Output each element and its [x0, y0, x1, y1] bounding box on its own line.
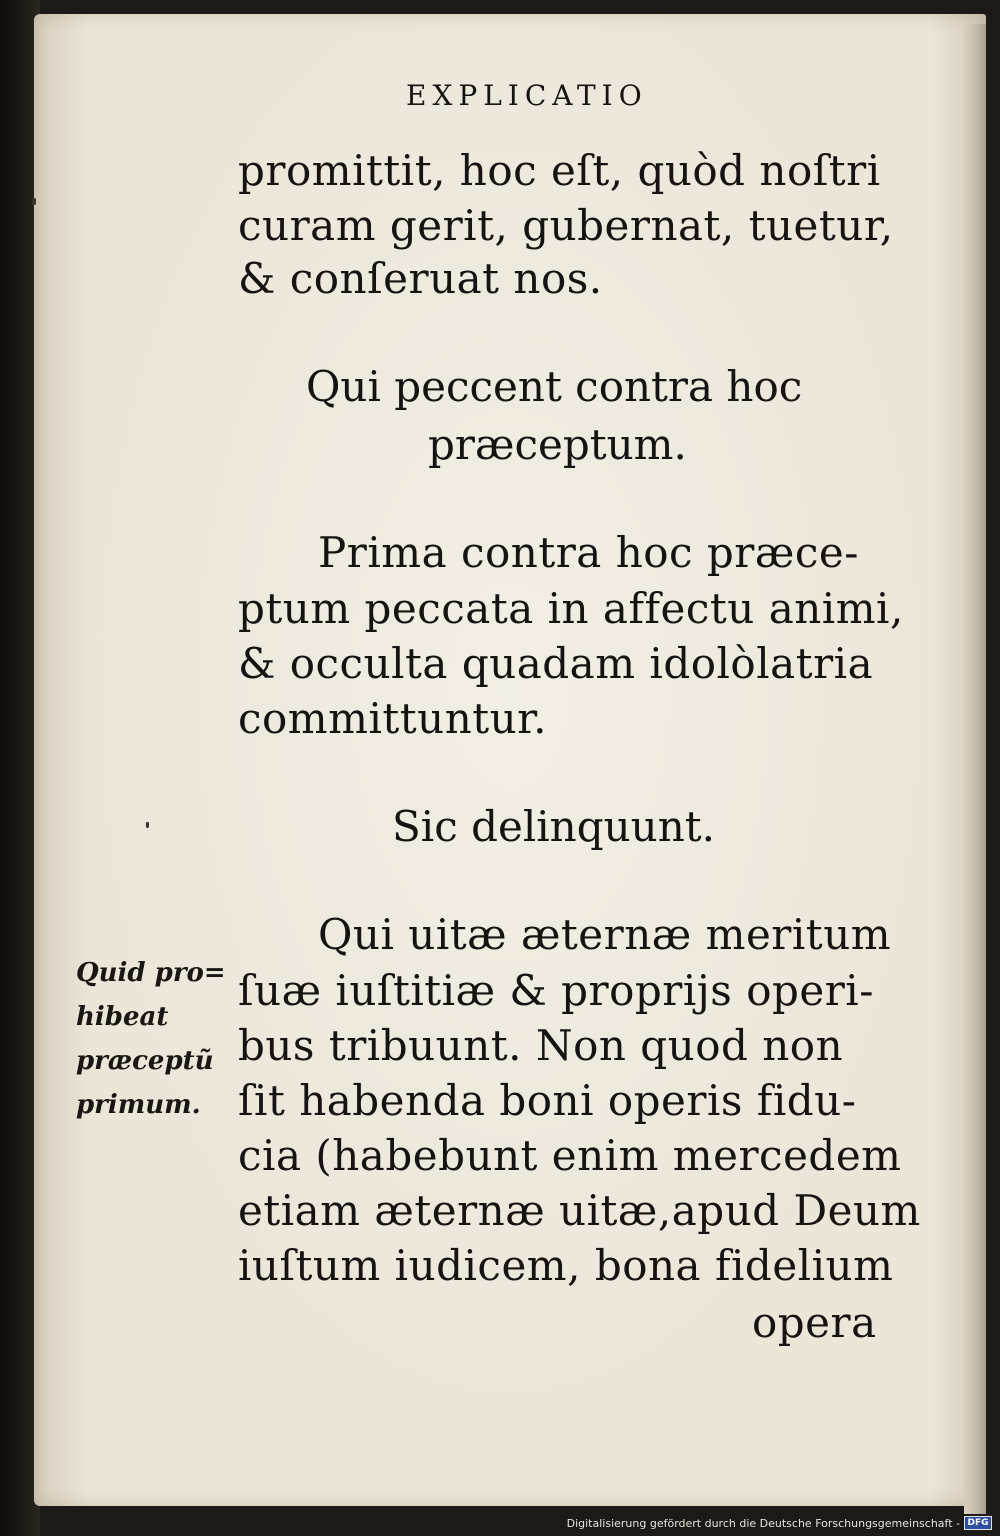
paper-speck: [146, 822, 149, 828]
body-line: ſuæ iuſtitiæ & proprijs operi-: [238, 966, 874, 1015]
body-line: Prima contra hoc præce-: [318, 528, 859, 577]
body-line: etiam æternæ uitæ,apud Deum: [238, 1186, 921, 1235]
margin-note-line: præceptũ: [76, 1046, 214, 1076]
dfg-logo-icon: DFG: [964, 1516, 992, 1530]
body-line: bus tribuunt. Non quod non: [238, 1021, 844, 1070]
section-heading: Qui peccent contra hoc: [306, 362, 803, 411]
body-line: Qui uitæ æternæ meritum: [318, 910, 892, 959]
body-line: iuſtum iudicem, bona fidelium: [238, 1241, 894, 1290]
body-line: ſit habenda boni operis fidu-: [238, 1076, 857, 1125]
margin-note-line: Quid pro=: [76, 958, 226, 988]
paper-speck: [32, 198, 36, 205]
body-line: ptum peccata in affectu animi,: [238, 584, 904, 633]
body-line: curam gerit, gubernat, tuetur,: [238, 201, 894, 250]
catchword: opera: [752, 1298, 877, 1347]
body-line: promittit, hoc eſt, quòd noſtri: [238, 146, 881, 195]
page-edge: [964, 24, 986, 1514]
digitization-credit: [567, 1516, 992, 1530]
body-line: cia (habebunt enim mercedem: [238, 1131, 902, 1180]
body-line: & conſeruat nos.: [238, 254, 603, 303]
margin-note-line: hibeat: [76, 1002, 169, 1032]
section-heading: Sic delinquunt.: [392, 802, 715, 851]
body-line: committuntur.: [238, 694, 547, 743]
running-title: EXPLICATIO: [406, 79, 648, 112]
credit-text: Digitalisierung gefördert durch die Deutsche Forschungsgemeinschaft -: [566, 1516, 960, 1530]
section-heading: præceptum.: [428, 420, 687, 469]
body-line: & occulta quadam idolòlatria: [238, 639, 874, 688]
margin-note-line: primum.: [76, 1090, 201, 1120]
